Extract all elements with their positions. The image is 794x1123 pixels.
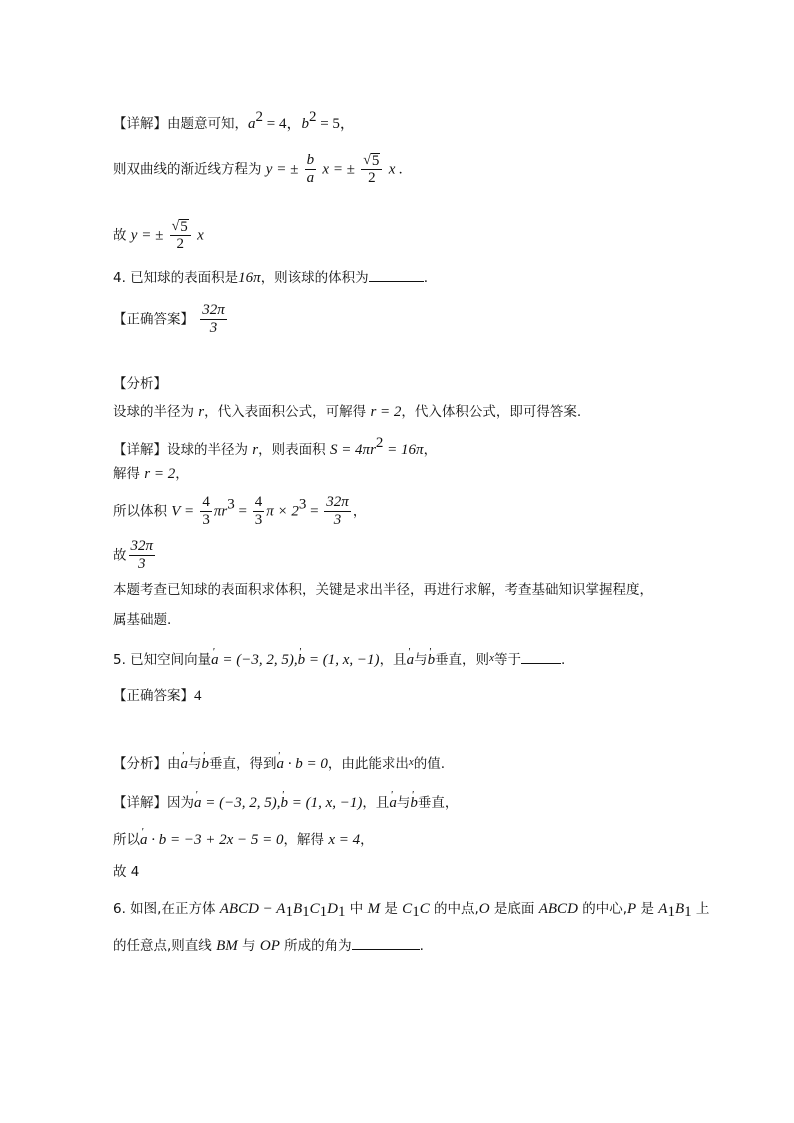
q3-detail-line: 【详解】由题意可知，$a^2 = 4$，$b^2 = 5$，	[113, 109, 355, 132]
q5-analysis: 【分析】由' a与' b垂直，得到' a · b = 0，由此能求出$^x$的值.	[113, 752, 445, 774]
math-a2-value: = 4，	[263, 116, 302, 132]
fraction-sqrt5-over-2: √ 5 2	[361, 152, 382, 187]
q4-comment-2: 属基础题.	[113, 612, 172, 628]
q5-answer	[113, 686, 202, 706]
q4-analysis-label: 【分析】	[113, 376, 167, 392]
answer-lhs: y = ±	[130, 227, 164, 244]
q6-line-2: 的任意点,则直线 BM 与 OP 所成的角为 .	[113, 935, 424, 956]
q4-detail: 【详解】设球的半径为 r，则表面积 $S = 4\pi r^2 = 16\pi$，	[113, 435, 438, 458]
asymptote-tail: x .	[388, 161, 403, 178]
correct-answer-label: 【正确答案】	[113, 688, 194, 704]
answer-value: 4	[194, 688, 202, 704]
q5-question: 5. 已知空间向量' a = (−3, 2, 5),' b = (1, x, −1)，且' a与' b垂直，则$^x$等于 .	[113, 648, 565, 670]
q4-value: 16π	[238, 270, 261, 286]
q4-question	[113, 267, 428, 288]
detail-label: 【详解】	[113, 442, 167, 458]
detail-text: 由题意可知，	[167, 116, 248, 132]
q5-so: 所以' a · b = −3 + 2x − 5 = 0，解得 x = 4，	[113, 830, 374, 850]
q4-solve: 解得 r = 2，	[113, 466, 189, 482]
answer-lead: 故	[113, 227, 127, 244]
asymptote-mid: x = ±	[322, 161, 355, 178]
q3-answer-line	[113, 218, 204, 253]
asymptote-lhs: y = ±	[265, 161, 299, 178]
fraction-sqrt5-over-2: √ 5 2	[170, 218, 191, 253]
answer-tail: x	[197, 227, 204, 244]
answer-blank	[352, 935, 420, 950]
q4-final: 故 $\frac{32\pi}{3}$	[113, 538, 154, 572]
math-b2-value: = 5，	[316, 116, 355, 132]
q4-end: .	[423, 270, 428, 286]
math-b: b	[301, 116, 309, 132]
fraction-32pi-over-3: $\frac{32\pi}{3}$	[202, 302, 225, 336]
correct-answer-label: 【正确答案】	[113, 311, 194, 328]
q6-line-1: 6. 如图,在正方体 ABCD − $A_1B_1C_1D_1$ 中 M 是 $C_1C$ 的中点,O 是底面 ABCD 的中心,P 是 $A_1B_1$ 上	[113, 901, 710, 920]
fraction-4-over-3: $\frac{4}{3}$	[202, 494, 210, 528]
fraction-32pi-over-3: $\frac{32\pi}{3}$	[326, 494, 349, 528]
fraction-4-over-3: $\frac{4}{3}$	[254, 494, 263, 528]
q4-volume: 所以体积 V = $\frac{4}{3}$ $\pi r^3$ = $\frac{4}{3}$ $\pi \times 2^3$ = $\frac{32\pi}{3}$ ，	[113, 494, 367, 528]
asymptote-text: 则双曲线的渐近线方程为	[113, 161, 262, 178]
q3-asymptote-line	[113, 152, 403, 187]
q5-final: 故 4	[113, 864, 140, 880]
detail-label: 【详解】	[113, 116, 167, 132]
q4-rest: ，则该球的体积为	[260, 270, 369, 286]
fraction-32pi-over-3: $\frac{32\pi}{3}$	[130, 538, 154, 572]
q4-answer	[113, 302, 229, 337]
answer-blank	[521, 649, 561, 664]
math-a: a	[248, 116, 256, 132]
q4-text: 4. 已知球的表面积是	[113, 270, 239, 286]
fraction-b-over-a: $\frac{b}{a}$	[306, 152, 315, 186]
q4-analysis-text: 设球的半径为 r，代入表面积公式，可解得 r = 2，代入体积公式，即可得答案.	[113, 404, 582, 420]
answer-blank	[369, 267, 424, 282]
q5-detail: 【详解】因为' a = (−3, 2, 5),' b = (1, x, −1)，且' a与' b垂直，	[113, 793, 458, 813]
q4-comment-1: 本题考查已知球的表面积求体积，关键是求出半径，再进行求解，考查基础知识掌握程度，	[113, 582, 653, 598]
